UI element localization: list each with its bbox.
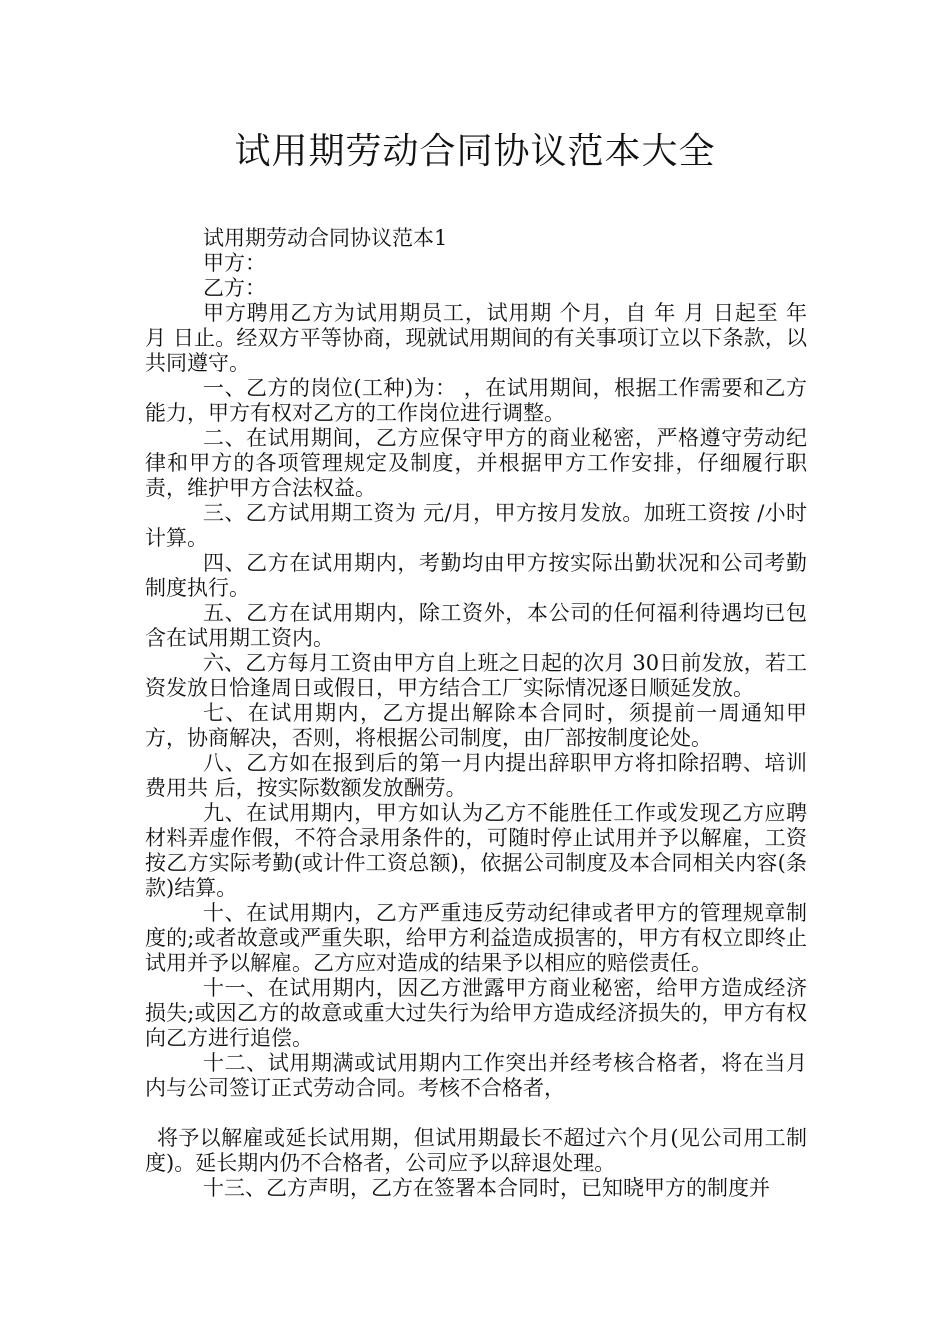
clause-6: 六、乙方每月工资由甲方自上班之日起的次月 30日前发放，若工资发放日恰逢周日或假日，甲方结合工厂实际情况逐日顺延发放。 xyxy=(145,651,807,700)
clause-2: 二、在试用期间，乙方应保守甲方的商业秘密，严格遵守劳动纪律和甲方的各项管理规定及制度，并根据甲方工作安排，仔细履行职责，维护甲方合法权益。 xyxy=(145,426,807,500)
clause-9: 九、在试用期内，甲方如认为乙方不能胜任工作或发现乙方应聘材料弄虚作假，不符合录用条件的，可随时停止试用并予以解雇，工资按乙方实际考勤(或计件工资总额)，依据公司制度及本合同相关内容(条款)结算。 xyxy=(145,801,807,900)
document-title: 试用期劳动合同协议范本大全 xyxy=(234,131,716,172)
paragraph-party-b: 乙方： xyxy=(203,276,266,300)
clause-12-continued: 将予以解雇或延长试用期，但试用期最长不超过六个月(见公司用工制度)。延长期内仍不合格者，公司应予以辞退处理。 xyxy=(145,1126,807,1175)
clause-5: 五、乙方在试用期内，除工资外，本公司的任何福利待遇均已包含在试用期工资内。 xyxy=(145,601,807,650)
clause-3: 三、乙方试用期工资为 元/月，甲方按月发放。加班工资按 /小时计算。 xyxy=(145,501,807,550)
clause-10: 十、在试用期内，乙方严重违反劳动纪律或者甲方的管理规章制度的;或者故意或严重失职，给甲方利益造成损害的，甲方有权立即终止试用并予以解雇。乙方应对造成的结果予以相应的赔偿责任。 xyxy=(145,901,807,975)
clause-8: 八、乙方如在报到后的第一月内提出辞职甲方将扣除招聘、培训费用共 后，按实际数额发放酬劳。 xyxy=(145,751,807,800)
paragraph-intro: 甲方聘用乙方为试用期员工，试用期 个月，自 年 月 日起至 年 月 日止。经双方平等协商，现就试用期间的有关事项订立以下条款，以共同遵守。 xyxy=(145,301,807,375)
clause-1: 一、乙方的岗位(工种)为： ，在试用期间，根据工作需要和乙方能力，甲方有权对乙方的工作岗位进行调整。 xyxy=(145,376,807,425)
clause-11: 十一、在试用期内，因乙方泄露甲方商业秘密，给甲方造成经济损失;或因乙方的故意或重大过失行为给甲方造成经济损失的，甲方有权向乙方进行追偿。 xyxy=(145,976,807,1050)
clause-12: 十二、试用期满或试用期内工作突出并经考核合格者，将在当月内与公司签订正式劳动合同。考核不合格者， xyxy=(145,1051,807,1100)
clause-7: 七、在试用期内，乙方提出解除本合同时，须提前一周通知甲方，协商解决，否则，将根据公司制度，由厂部按制度论处。 xyxy=(145,701,807,750)
paragraph-heading: 试用期劳动合同协议范本1 xyxy=(203,226,448,250)
paragraph-party-a: 甲方： xyxy=(203,251,266,275)
document-body xyxy=(145,226,807,1201)
clause-13: 十三、乙方声明，乙方在签署本合同时，已知晓甲方的制度并 xyxy=(203,1176,770,1200)
clause-4: 四、乙方在试用期内，考勤均由甲方按实际出勤状况和公司考勤制度执行。 xyxy=(145,551,807,600)
